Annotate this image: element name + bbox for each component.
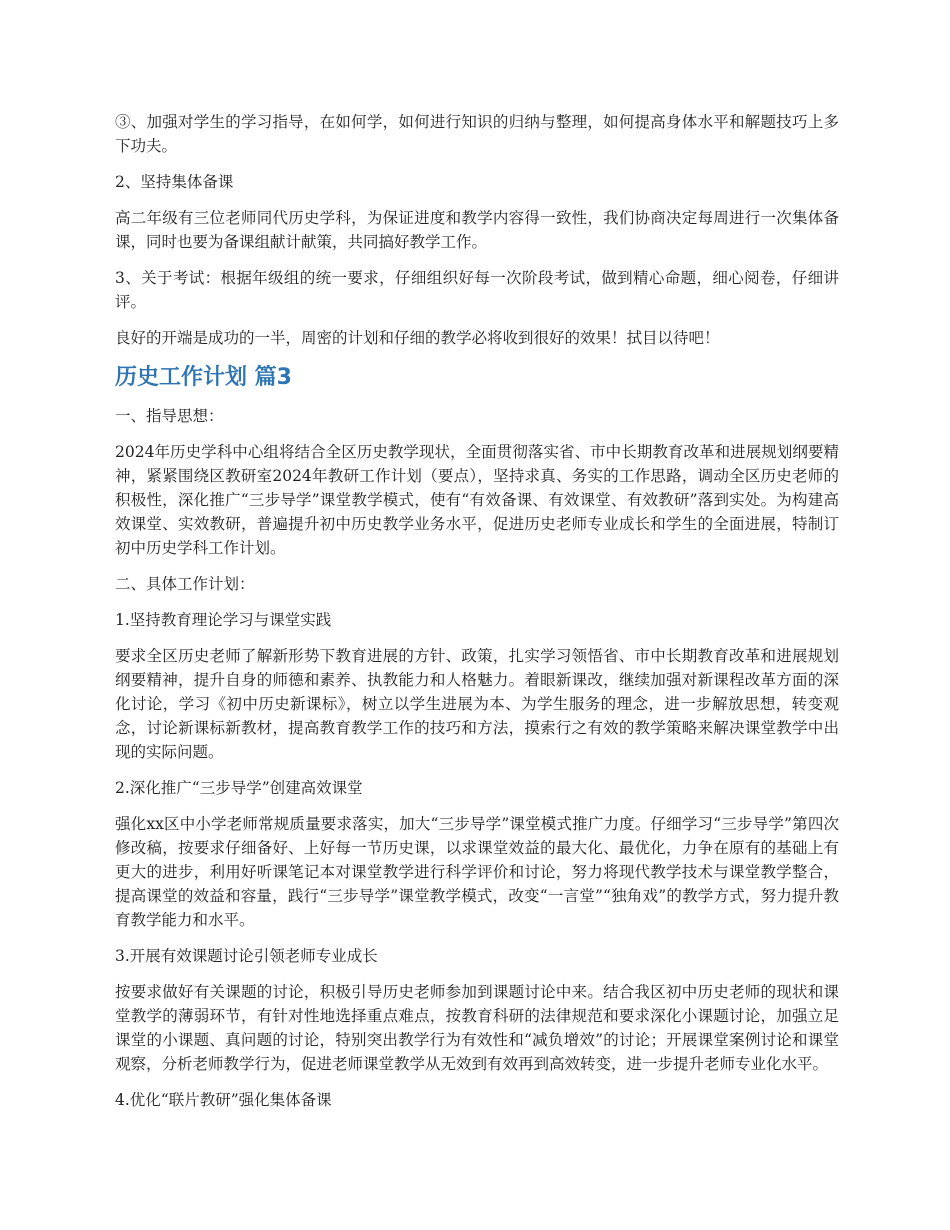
paragraph-item-2-title: 2.深化推广“三步导学”创建高效课堂 [115, 779, 363, 797]
paragraph-item-1: 要求全区历史老师了解新形势下教育进展的方针、政策，扎实学习领悟省、市中长期教育改革和进展规划纲要精神，提升自身的师德和素养、执教能力和人格魅力。着眼新课改，继续加强对新课程改革方面的深化讨论，学习《初中历史新课标》，树立以学生进展为本、为学生服务的理念，进一步解放思想，转变观念，讨论新课标新教材，提高教育教学工作的技巧和方法，摸索行之有效的教学策略来解决课堂教学中出现的实际问题。 [115, 647, 839, 761]
section-heading: 历史工作计划 篇3 [115, 365, 292, 390]
paragraph-item-4-title: 4.优化“联片教研”强化集体备课 [115, 1091, 332, 1109]
document-page [115, 110, 839, 1124]
paragraph-closing: 良好的开端是成功的一半，周密的计划和仔细的教学必将收到很好的效果！拭目以待吧！ [115, 329, 720, 347]
paragraph-exams: 3、关于考试：根据年级组的统一要求，仔细组织好每一次阶段考试，做到精心命题，细心阅卷，仔细讲评。 [115, 269, 839, 311]
paragraph-guiding-ideas: 2024年历史学科中心组将结合全区历史教学现状，全面贯彻落实省、市中长期教育改革和进展规划纲要精神，紧紧围绕区教研室2024年教研工作计划（要点），坚持求真、务实的工作思路，调动全区历史老师的积极性，深化推广“三步导学”课堂教学模式，使有“有效备课、有效课堂、有效教研”落到实处。为构建高效课堂、实效教研，普遍提升初中历史教学业务水平，促进历史老师专业成长和学生的全面进展，特制订初中历史学科工作计划。 [115, 443, 839, 557]
paragraph-item-3-title: 3.开展有效课题讨论引领老师专业成长 [115, 947, 378, 965]
paragraph-collective-prep-title: 2、坚持集体备课 [115, 173, 234, 191]
paragraph-item-2: 强化xx区中小学老师常规质量要求落实，加大“三步导学”课堂模式推广力度。仔细学习“三步导学”第四次修改稿，按要求仔细备好、上好每一节历史课，以求课堂效益的最大化、最优化，力争在原有的基础上有更大的进步，利用好听课笔记本对课堂教学进行科学评价和讨论，努力将现代教学技术与课堂教学整合，提高课堂的效益和容量，践行“三步导学”课堂教学模式，改变“一言堂”“独角戏”的教学方式，努力提升教育教学能力和水平。 [115, 815, 839, 929]
paragraph-item-3: 按要求做好有关课题的讨论，积极引导历史老师参加到课题讨论中来。结合我区初中历史老师的现状和课堂教学的薄弱环节，有针对性地选择重点难点，按教育科研的法律规范和要求深化小课题讨论，加强立足课堂的小课题、真问题的讨论，特别突出教学行为有效性和“减负增效”的讨论；开展课堂案例讨论和课堂观察，分析老师教学行为，促进老师课堂教学从无效到有效再到高效转变，进一步提升老师专业化水平。 [115, 983, 839, 1073]
paragraph-collective-prep: 高二年级有三位老师同代历史学科，为保证进度和教学内容得一致性，我们协商决定每周进行一次集体备课，同时也要为备课组献计献策，共同搞好教学工作。 [115, 209, 839, 251]
paragraph-guiding-ideas-title: 一、指导思想： [115, 407, 224, 425]
paragraph-item-1-title: 1.坚持教育理论学习与课堂实践 [115, 611, 332, 629]
paragraph-study-guidance: ③、加强对学生的学习指导，在如何学，如何进行知识的归纳与整理，如何提高身体水平和解题技巧上多下功夫。 [115, 113, 839, 155]
paragraph-work-plan-title: 二、具体工作计划： [115, 575, 255, 593]
